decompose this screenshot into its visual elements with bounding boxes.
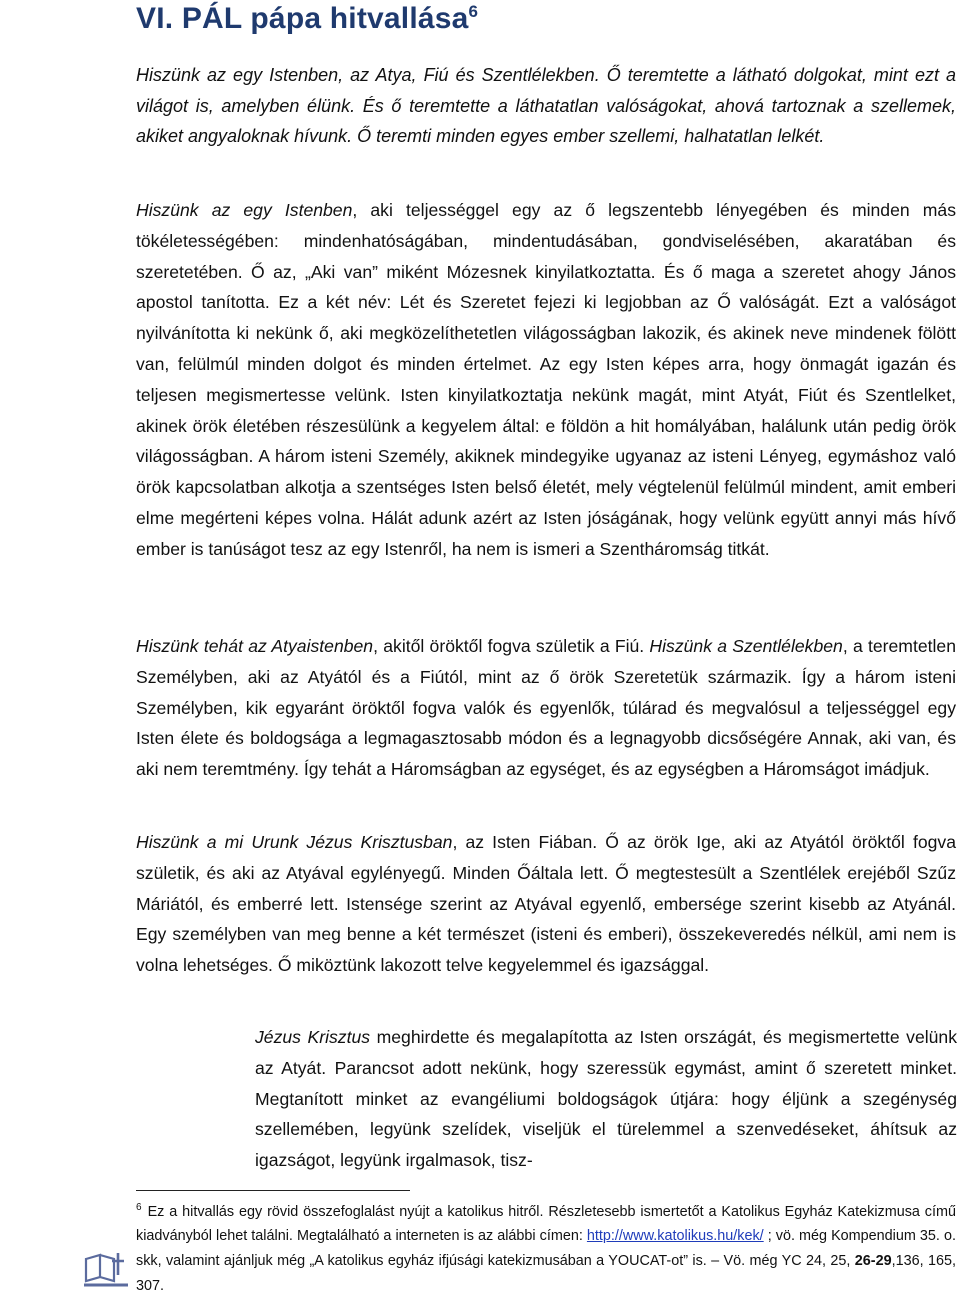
footnote [136, 1196, 956, 1298]
intro-paragraph [136, 60, 956, 152]
indented-paragraph [255, 1022, 957, 1176]
indented-paragraph-text: meghirdette és megalapította az Isten országát, és megismertette velünk az Atyát. Parancsot adott nekünk, hogy szeressük egymást, amint ő szeretett minket. Megtanított minket az evangéliumi boldogságok útjára: hogy éljünk a szegénység szellemében, legyünk szelídek, viseljük el türelemmel a szenvedéseket, áhítsuk az igazságot, legyünk irgalmasok, tisz- [255, 1027, 958, 1171]
footnote-divider [136, 1190, 410, 1191]
paragraph-one-god-text: , aki teljességgel egy az ő legszentebb lényegében és minden más tökéletességében: mindenhatóságában, mindentudásában, gondviselésében, akaratában és szeretetében. Ő az, „Aki van” miként Mózesnek kinyilatkoztatta. És ő maga a szeretet ahogy János apostol tanította. Ez a két név: Lét és Szeretet fejezi ki legjobban az Ő valóságát. Ezt a valóságot nyilvánította ki nekünk ő, aki megközelíthetetlen világosságban lakozik, és akinek neve mindenek fölött van, felülmúl minden dolgot és minden értelmet. Az egy Isten képes arra, hogy önmagát igazán és teljesen megismertesse velünk. Isten kinyilatkoztatja nekünk magát, mint Atyát, Fiút és Szentlelket, akinek örök életében részesülünk a kegyelem által: e földön a hit homályában, halálunk után pedig örök világosságban. A három isteni Személy, akiknek mindegyike ugyanaz az isteni Lényeg, egymáshoz való örök kapcsolatban alkotja a szentséges Isten belső életét, mely végtelenül felülmúl mindent, amit emberi elme megérteni képes volna. Hálát adunk azért az Isten jóságának, hogy velünk együtt annyi más hívő ember is tanúságot tesz az egy Istenről, ha nem is ismeri a Szentháromság titkát. [136, 200, 956, 559]
footnote-number: 6 [136, 1202, 142, 1213]
paragraph-spirit-lead: Hiszünk a Szentlélekben [649, 636, 843, 656]
paragraph-father-spirit [136, 631, 956, 785]
footnote-link[interactable]: http://www.katolikus.hu/kek/ [586, 1228, 764, 1245]
paragraph-jesus-lead: Hiszünk a mi Urunk Jézus Krisztusban [136, 832, 453, 852]
paragraph-one-god-lead: Hiszünk az egy Istenben [136, 200, 353, 220]
footnote-text-1: Ez a hitvallás egy rövid összefoglalást nyújt a katolikus hitről. Részletesebb ismertetőt a Katolikus Egyház Katekizmusa című kiadványból lehet találni. Megtalálható a interneten is az alábbi címen: [136, 1203, 956, 1245]
title-text: VI. PÁL pápa hitvallása [136, 2, 469, 35]
intro-text: Hiszünk az egy Istenben, az Atya, Fiú és Szentlélekben. Ő teremtette a látható dolgokat, mint ezt a világot is, amelyben élünk. És ő teremtette a láthatatlan valóságokat, ahová tartoznak a szellemek, akiket angyaloknak hívunk. Ő teremti minden egyes ember szellemi, halhatatlan lelkét. [136, 65, 956, 147]
paragraph-father-lead: Hiszünk tehát az Atyaistenben [136, 636, 374, 656]
indented-paragraph-lead: Jézus Krisztus [255, 1027, 371, 1047]
paragraph-jesus-christ [136, 827, 956, 981]
title-footnote-ref[interactable]: 6 [468, 2, 479, 21]
paragraph-father-text: , akitől öröktől fogva születik a Fiú. [373, 636, 650, 656]
paragraph-one-god [136, 195, 956, 565]
book-logo-icon [82, 1247, 130, 1291]
paragraph-spirit-text: , a teremtetlen Személyben, aki az Atyától és a Fiútól, mint az ő örök Szeretetük származik. Így a három isteni Személyben, kik egyaránt öröktől fogva valók és egyenlők, túlárad és megvalósul a teljességgel egy Isten élete és boldogsága a legmagasztosabb módon és a legnagyobb dicsőségére Annak, aki van, és aki nem teremtmény. Így tehát a Háromságban az egységet, és az egységben a Háromságot imádjuk. [136, 636, 956, 780]
footnote-text-2: ; vö. még Kompendium 35. o. skk, valamint ajánljuk még „A katolikus egyház ifjúsági katekizmusában a YOUCAT-ot” is. – Vö. még YC 24, 25, [136, 1228, 956, 1269]
paragraph-jesus-text: , az Isten Fiában. Ő az örök Ige, aki az Atyától öröktől fogva születik, és aki az Atyával egylényegű. Minden Őáltala lett. Ő megtestesült a Szentlélek erejéből Szűz Máriától, és emberré lett. Istensége szerint az Atyával egyenlő, embersége szerint kisebb az Atyánál. Egy személyben van meg benne a két természet (isteni és emberi), összekeveredés nélkül, ami nem is volna lehetséges. Ő miköztünk lakozott telve kegyelemmel és igazsággal. [136, 832, 956, 976]
page-title [136, 2, 478, 36]
footnote-text-3: ,136, 165, 307. [136, 1252, 956, 1294]
footnote-bold-range: 26-29 [854, 1252, 892, 1269]
